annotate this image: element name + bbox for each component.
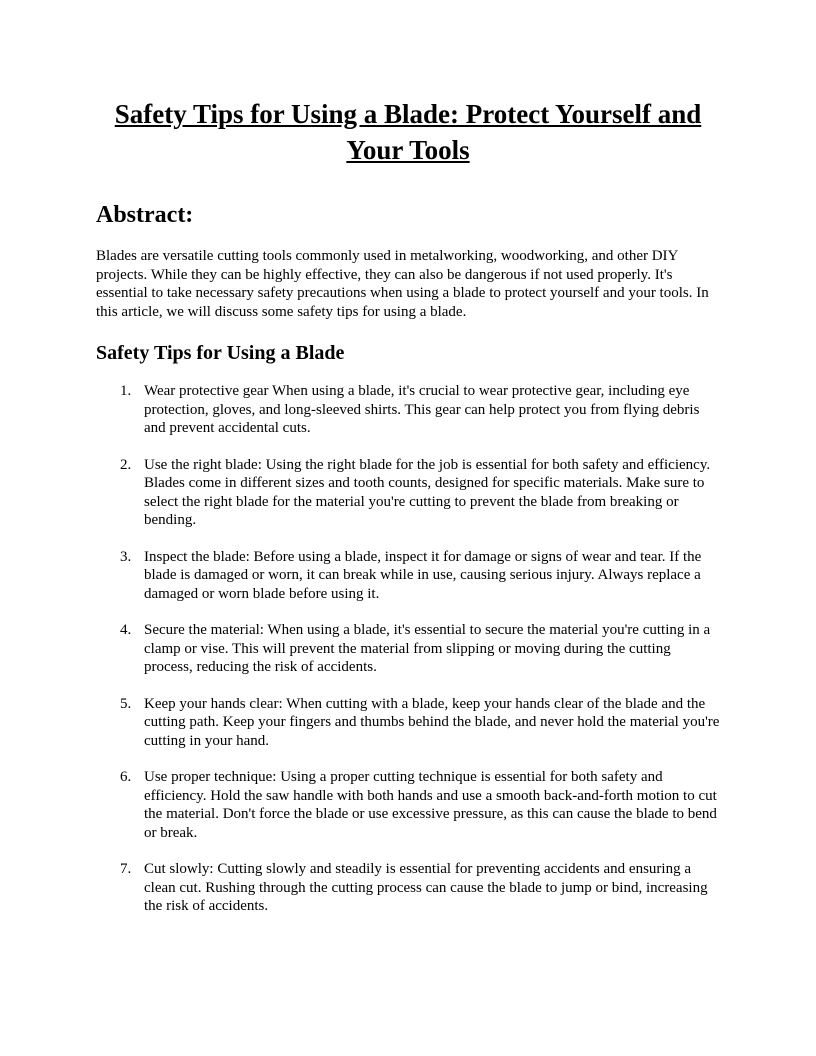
section-heading: Safety Tips for Using a Blade — [96, 342, 345, 364]
list-item — [96, 695, 720, 751]
list-item — [96, 860, 720, 916]
list-item-text: Inspect the blade: Before using a blade, inspect it for damage or signs of wear and tear. If the blade is damaged or worn, it can break while in use, causing serious injury. Always replace a damaged or worn blade before using it. — [144, 548, 702, 602]
list-item-text: Cut slowly: Cutting slowly and steadily is essential for preventing accidents and ensuring a clean cut. Rushing through the cutting process can cause the blade to jump or bind, increasing the risk of accidents. — [144, 861, 708, 914]
list-item-number: 6. — [120, 769, 132, 785]
abstract-heading: Abstract: — [96, 202, 194, 228]
list-item-number: 1. — [120, 383, 132, 399]
list-item-text: Use proper technique: Using a proper cutting technique is essential for both safety and efficiency. Hold the saw handle with both hands and use a smooth back-and-forth motion to cut the material. Don't force the blade or use excessive pressure, as this can cause the blade to bend or break. — [144, 769, 717, 841]
list-item — [96, 768, 720, 842]
safety-tips-list — [96, 382, 720, 916]
list-item-text: Wear protective gear When using a blade, it's crucial to wear protective gear, including eye protection, gloves, and long-sleeved shirts. This gear can help protect you from flying debris and prevent accidental cuts. — [144, 383, 700, 436]
list-item-text: Keep your hands clear: When cutting with a blade, keep your hands clear of the blade and the cutting path. Keep your fingers and thumbs behind the blade, and never hold the material you're cutting in your hand. — [144, 695, 720, 749]
list-item-text: Use the right blade: Using the right blade for the job is essential for both safety and efficiency. Blades come in different sizes and tooth counts, designed for specific materials. Make sure to select the right blade for the material you're cutting to prevent the blade from breaking or bending. — [144, 456, 711, 528]
list-item — [96, 621, 720, 677]
abstract-paragraph: Blades are versatile cutting tools commonly used in metalworking, woodworking, and other DIY projects. While they can be highly effective, they can also be dangerous if not used properly. It's essential to take necessary safety precautions when using a blade to protect yourself and your tools. In this article, we will discuss some safety tips for using a blade. — [96, 248, 709, 320]
list-item-number: 3. — [120, 548, 132, 565]
list-item — [96, 382, 720, 438]
list-item-number: 7. — [120, 861, 132, 877]
list-item-number: 4. — [120, 622, 132, 638]
list-item-number: 5. — [120, 695, 132, 712]
document-title: Safety Tips for Using a Blade: Protect Yourself and Your Tools — [114, 99, 702, 165]
list-item — [96, 548, 720, 604]
list-item-text: Secure the material: When using a blade, it's essential to secure the material you're cutting in a clamp or vise. This will prevent the material from slipping or moving during the cutting process, reducing the risk of accidents. — [144, 622, 711, 675]
list-item — [96, 456, 720, 530]
list-item-number: 2. — [120, 456, 132, 473]
